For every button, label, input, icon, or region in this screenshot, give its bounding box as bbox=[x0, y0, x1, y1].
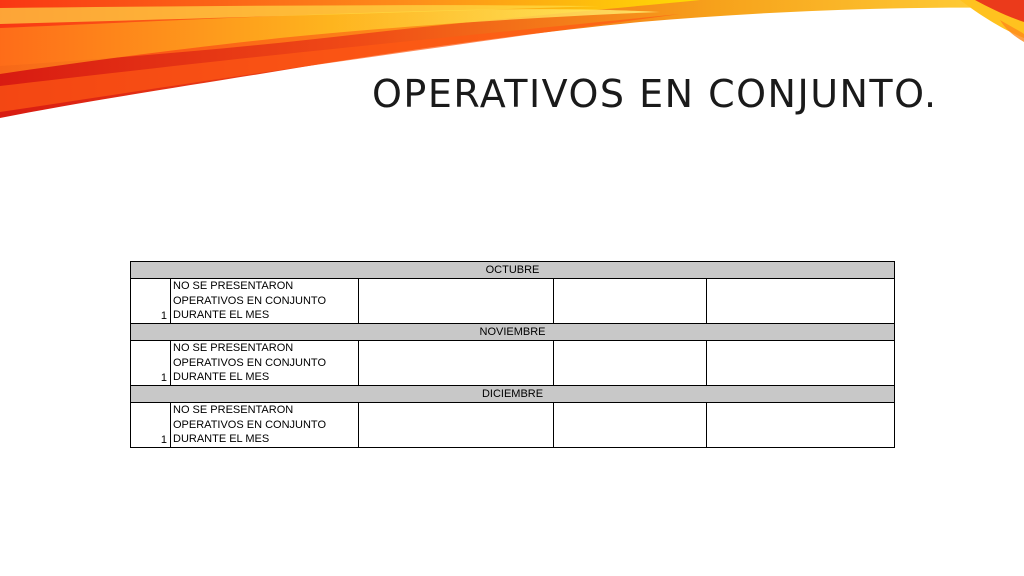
empty-cell bbox=[707, 403, 895, 448]
empty-cell bbox=[554, 279, 707, 324]
month-header: NOVIEMBRE bbox=[131, 324, 895, 341]
empty-cell bbox=[359, 403, 554, 448]
empty-cell bbox=[359, 341, 554, 386]
row-number: 1 bbox=[131, 341, 171, 386]
operations-table bbox=[130, 261, 895, 448]
row-number: 1 bbox=[131, 279, 171, 324]
empty-cell bbox=[554, 341, 707, 386]
table-row bbox=[131, 341, 895, 386]
empty-cell bbox=[554, 403, 707, 448]
slide-title: OPERATIVOS EN CONJUNTO. bbox=[372, 72, 938, 116]
month-header-row bbox=[131, 386, 895, 403]
month-header: OCTUBRE bbox=[131, 262, 895, 279]
empty-cell bbox=[359, 279, 554, 324]
empty-cell bbox=[707, 279, 895, 324]
empty-cell bbox=[707, 341, 895, 386]
table-row bbox=[131, 279, 895, 324]
month-header: DICIEMBRE bbox=[131, 386, 895, 403]
row-number: 1 bbox=[131, 403, 171, 448]
table-row bbox=[131, 403, 895, 448]
row-description: NO SE PRESENTARON OPERATIVOS EN CONJUNTO DURANTE EL MES bbox=[171, 341, 359, 386]
month-header-row bbox=[131, 262, 895, 279]
month-header-row bbox=[131, 324, 895, 341]
row-description: NO SE PRESENTARON OPERATIVOS EN CONJUNTO DURANTE EL MES bbox=[171, 403, 359, 448]
row-description: NO SE PRESENTARON OPERATIVOS EN CONJUNTO DURANTE EL MES bbox=[171, 279, 359, 324]
